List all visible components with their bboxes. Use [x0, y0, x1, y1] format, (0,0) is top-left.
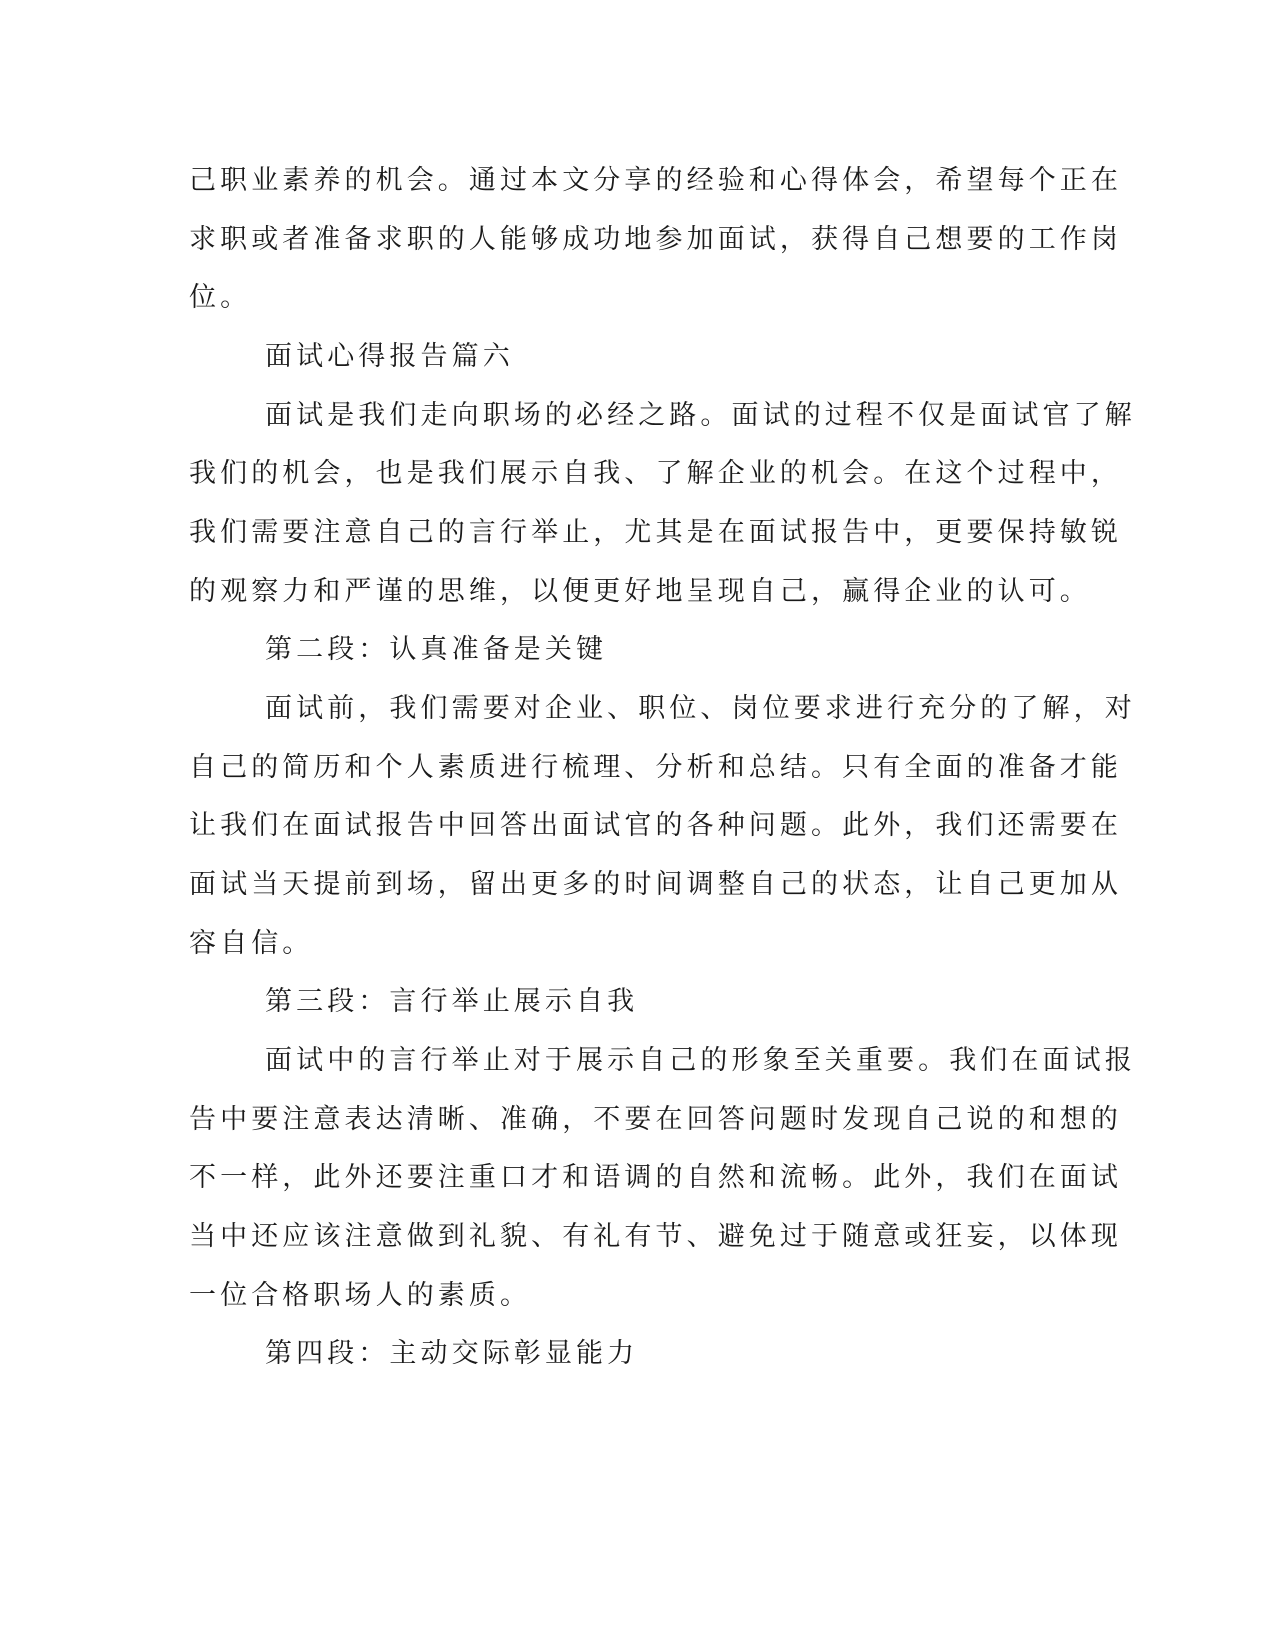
paragraph-line: 告中要注意表达清晰、准确，不要在回答问题时发现自己说的和想的: [189, 1104, 1122, 1135]
paragraph-line: 让我们在面试报告中回答出面试官的各种问题。此外，我们还需要在: [189, 810, 1122, 841]
paragraph-line: 一位合格职场人的素质。: [189, 1280, 532, 1311]
section-heading: 第二段：认真准备是关键: [265, 634, 608, 665]
section-heading: 面试心得报告篇六: [265, 341, 514, 372]
paragraph-line: 面试前，我们需要对企业、职位、岗位要求进行充分的了解，对: [265, 693, 1136, 724]
paragraph-line: 容自信。: [189, 928, 314, 959]
paragraph-line: 的观察力和严谨的思维，以便更好地呈现自己，赢得企业的认可。: [189, 576, 1091, 607]
section-heading: 第三段：言行举止展示自我: [265, 986, 639, 1017]
paragraph-line: 面试中的言行举止对于展示自己的形象至关重要。我们在面试报: [265, 1045, 1136, 1076]
paragraph-line: 位。: [189, 282, 252, 313]
paragraph-line: 我们需要注意自己的言行举止，尤其是在面试报告中，更要保持敏锐: [189, 517, 1122, 548]
paragraph-line: 面试是我们走向职场的必经之路。面试的过程不仅是面试官了解: [265, 400, 1136, 431]
section-heading: 第四段：主动交际彰显能力: [265, 1338, 639, 1369]
paragraph-line: 不一样，此外还要注重口才和语调的自然和流畅。此外，我们在面试: [189, 1162, 1122, 1193]
paragraph-line: 当中还应该注意做到礼貌、有礼有节、避免过于随意或狂妄，以体现: [189, 1221, 1122, 1252]
paragraph-line: 己职业素养的机会。通过本文分享的经验和心得体会，希望每个正在: [189, 165, 1122, 196]
paragraph-line: 我们的机会，也是我们展示自我、了解企业的机会。在这个过程中，: [189, 458, 1122, 489]
paragraph-line: 自己的简历和个人素质进行梳理、分析和总结。只有全面的准备才能: [189, 752, 1122, 783]
paragraph-line: 求职或者准备求职的人能够成功地参加面试，获得自己想要的工作岗: [189, 224, 1122, 255]
paragraph-line: 面试当天提前到场，留出更多的时间调整自己的状态，让自己更加从: [189, 869, 1122, 900]
